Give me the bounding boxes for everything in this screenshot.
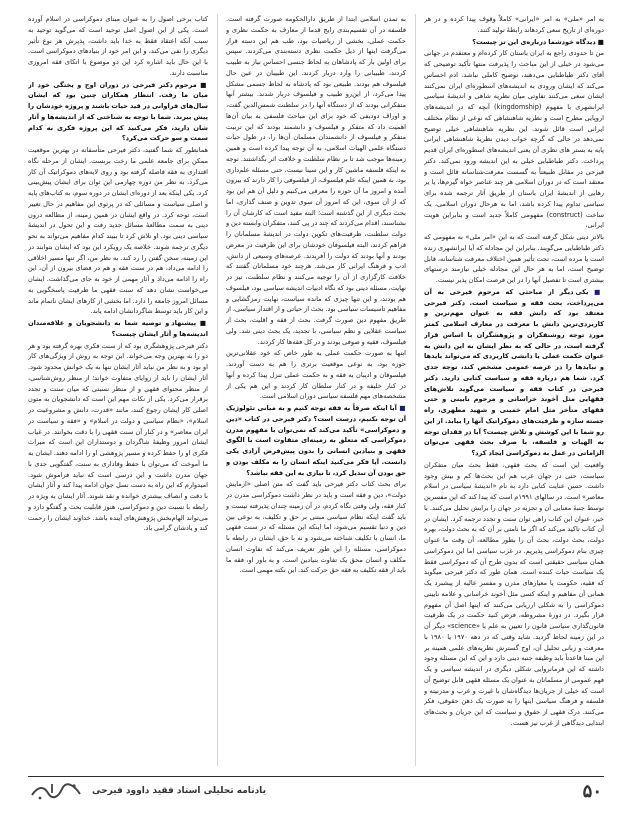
logo-mark [28, 780, 84, 802]
body-paragraph: واقعیت این است که بحث فقهی، فقط بحث میان متفکران سیاست، حتی در جهان عرب هم این بحث‌ها کم و بیش وجود داشت. حسن عنایت کتابی دارد به نام «اندیشۀ سیاسی در اسلام معاصر» است. در سالهای ۱۹۹۱م است که پیدا کند که این مفسرین توسط جنبۀ معنایی آن و تجزیه در جهان را برایش تحلیل می‌کنند. با خیر، عنوان این کتاب راهی توان سنت و تجدد ترجمه کرد. ایشان در آن کتاب تاکید می‌کند که اگر ما نامتی بر آن که به بحث دولت، بهره دولت، بحث دولت، بحث آن را بطور مطالعه، آن وقت ما عنوان چیزی بنام دموکراسی پذیریم. در غرب سیاسی اما این دموکراسی همان سیاسی حقیقتی است که بدون طرح آن که دموکراسی فقط یک سیاست حیات کننده است. همان طور که دکتر فیرحی میگوید که فقیه، حکومت یا معیارهای مدرن و مفسر عالیه از پیشبرد یک همانی آن مفاهیم و اینکه کسی مثل آخوند خراسانی و علامه نایینی دموکراسی را به شکلی ارزیابی می‌کنند که اینها اصل آن مفهوم قرار بگیرد. در دورۀ مشروطه، فرض کنید حکمت در یک ظرفیت قانون‌گذاری سیاسی قانون را تعیین به علم یا «science» دیگر آن در این زمینه لحاظ گردید. شاید وقتی که در دهه ۱۹۷۰ یا ۱۹۸۰ با معرفت و زبانی تحلیل آن، اوج گسترش نظریه‌های علمی همینه بر این مبنا قاعدتاً باید وظیفه جنبه دینی دارد و این که این مسئله وجود داشته که این فرمانروایی شکلی دیگری در اندیشه سیاسی و یک فهم عمومی از مسلمانان به عنوان یک مسئله فقهی قابل توضیح آن است که خیلی از جریان‌ها دیدگاه‌شان با غیرت و غرب و مدرنیته و فلسفه و فرهنگ سیاسی اینها را به صورت یک ذهن حقوقی، فکر می‌کنند. درک فقهی از حقوق و سیاست که این جریان و بحث‌های ابتدایی دیدگاهی از غرب نیز هست. [424, 460, 604, 727]
highlighted-question [424, 287, 604, 459]
square-bullet-icon: ■ [595, 37, 604, 46]
column-divider [217, 14, 218, 766]
square-bullet-icon: ■ [196, 80, 208, 89]
body-paragraph: کتاب برخی اصول را به عنوان مبنای دموکراسی در اسلام آورده است. یکی از این اصول اصل توحید است که می‌گوید توحید به سبب آنکه اعتقاد فقط به خدا باید داشت، پذیرش هر نوع تأثیر دیگری را نفی می‌کند، و این امر خود از بنیادهای دموکراسی است. با این حال باید اشاره کرد این دو موضوع با اتکای فقه امروزی مناسبت دارند. [28, 15, 208, 77]
paragraph-text: پیشنهاد و توصیه شما به دانشجویان و علاقه‌مندان اندیشه‌ها و آثار ایشان چیست؟ [28, 319, 208, 338]
column-right [424, 14, 604, 770]
square-bullet-icon: ■ [396, 404, 406, 412]
footer-title: یادنامه تحلیلی استاد فقید داوود فیرحی [92, 786, 266, 796]
column-divider [415, 14, 416, 766]
interview-question [28, 80, 208, 145]
page-footer [28, 776, 604, 805]
column-middle [226, 14, 406, 770]
interview-question [424, 37, 604, 48]
paragraph-text: دیدگاه خودشما درباره‌ی این تز چیست؟ [472, 37, 596, 46]
interview-question [28, 318, 208, 340]
body-paragraph: به امر «ملی» به امر «ایرانی» کاملاً وقوف پیدا کرده و در هر دوره‌ای از تاریخ سعی کردهاند رابطۀ تولید کنند. [424, 15, 604, 34]
body-paragraph: به تمدن اسلامی ابتدا از طریق دارالحکومه صورت گرفته است. فلسفه در آن تقسیم‌بندی رایج قدما از معارف به حکمت نظری و حکمت عملی، بخشی از ریاضیات بود، طب هم این دسته قرار می‌گرفت اینها از ذیل حکمت نظری دسته‌بندی می‌کردند. سپس برای اولین بار که پادشاهان به لحاظ جنسی احساس نیاز به طبیب کردند، طبیبانی را وارد دربار کردند. این طبیبان در عین حال فیلسوف هم بودند. طبیعی بود که پادشاه به لحاظ جسمی مشکل پیدا می‌کرد، از این‌رو طبیب و فیلسوف دربار شدند. بیشتر آنها متفکرانی بودند که از دستگاه آنها را در سلطنت شمس‌الدین گفت، و اوراف دودیفی که خود برای این مباحث فلسفی به بیان آن‌ها اهمیت داد که متفکر و فیلسوف و دانشمند بودند که این تربیت متفکر و فیلسوف از دانشمندان مسلمان آن‌ها را، در طول حیات دستگاه علمی الهیات اسلامی، به آن توجه پیدا کرده است و همین زمینه‌ها موجب شد تا بر نظام سلطنت و خلافت اثر بگذاشتند. توجه به اینکه فلسفه ماشین کار و این سینا نیست، حتی مسئله علم‌داری بود، به همین اینکه علم فیلسوف، از فیلسوفی را کار دارند که بیرون آمده و امروز ما آن حوزه را معرفی می‌کنیم و دلیل آن هم این بود که از آن سوی، این که امروز آن سوی تدوین و صنف گذاری، اما بحث دیگری از این گذشته است؛ البته مفید است که کارشان آن را بشناسند، اقدام می‌کردند که چند در پی کنند، متفکران وابسته دین و دولت سلطنت، ظرفیت‌های تکوین دولت در اندیشۀ مسلمانان را فراهم کردند، البته فیلسوفان خودشان برای این ظرفیت در معرض بودند و آنها بودند که دولت را آفریدند. عرصه‌های وسیعی از دانش، ادب و فرهنگ ایرانی کار می‌شد. هرچند خود مسلمانان گفتند که خلافت کارگزاری از آن را توجیه می‌کنند و نظام سلطنت، نیز در نهایت، مسئله دینی بود که نگاه ادبیات اندیشه سیاسی بود، فیلسوف هم بودند، و این تنها چیزی که مانده سیاست، نهایت رمزگشایی و مفاهیم تاسیسات سیاسی بود. بحث از حیاتی و از اقتدار سیاسی، از طریق مفهوم دین صورت گرفت. بحث از فقه و اقلیت، بحث از سیاست عقلایی و نظم سیاسی، با تجدید، یک بحث دینی شد. ولی فیلسوف، فقیه و صوفی بودند و در کل فقه‌ها کار کردند. [226, 15, 406, 346]
page-number: ۵۰ [582, 780, 602, 802]
paragraph-text: یکی دیگر از مباحثی که مرحوم فیرحی به آن می‌پرداخت، بحث فقه و سیاست است. دکتر فیرحی معتقد بود که دانش فقه به عنوان مهم‌ترین و کاربردی‌ترین دانش با معرفت در معارف اسلامی کمتر مورد توجه روشنفکران و پژوهشگران با اساس قرار گرفته است، در حالی که به نظر ایشان به این دانش به عنوان حکمت عملی یا دانشی کاربردی که می‌تواند بایدها و نبایدها را در عرصه عمومی مشخص کند، توجه جدی کرد. شما هم درباره فقه و سیاست کتابی دارید. دکتر فیرحی در کتاب فقه و سیاست می‌گوید تلاش‌های فقهایی مثل آخوند خراسانی و مرحوم نایینی و حتی فقهای متأخر مثل امام خمینی و شهید مطهری، راه جسته سازه و ظرفیت‌های دموکراتیک آنها را بیابد. از این رو شما با این کوشش و تلاش چیست؟ آیا در فقدان توجه به الهیات و فلسفه، با صرف بحث فقهی می‌توان الزاماتی در عمل به دموکراسی ایجاد کرد؟ [424, 287, 604, 457]
paragraph-text: آیا اینکه صرفاً به فقه توجه کنیم و به مبانی تئولوژیک آن توجه نکنیم، درست است؟ دکتر فیرحی در کتاب «دین و دموکراسی» تأکید می‌کند که نمی‌توان با مفهوم مدرن دموکراسی که متعلق به زمینه‌ای متفاوت است با الگوی فقهی و بنیادین انسانی را بدون پیش‌فرض آزادی یکی دانست. آیا فکر می‌کنید اینکه انسان را به مکلف بودن و حق بودن آن تبدیل کرد، تا نیازی به این فقه نباشد؟ [226, 404, 406, 477]
square-bullet-icon: ■ [588, 287, 604, 296]
square-bullet-icon: ■ [196, 319, 208, 327]
text-columns [28, 14, 604, 770]
magazine-logo [28, 780, 84, 802]
body-paragraph: من تا حدودی راجع به ایران باستان کار کرده‌ام و معتقدم در جهانی می‌شود در خیلی از این مباحث را پذیرفت منتها تأکید توضیحی که آقای دکتر طباطبایی می‌دهند، توضیح کاملی نباشد. ادم احساس می‌کند که ایشان ورودی به اندیشه‌های اسطوره‌ای ایران نمی‌کنند ایشان سعی می‌کنند تفاوتی میان نظریه شاهی و اندیشۀ سیاسی ایرانشهری با مفهوم (kingdomship) آنچه که در اندیشه‌های اروپایی مطرح است و نظریه شاهنشاهی که نوعی از نظام مختلف ایرانی است قائل شوند. این نظریه شاهنشاهی خیلی توضیح نمی‌دهد در حالی که گرچه خواب دیدن نظریۀ شاهنشاهی ایرانی پایه به بستر های نظری آن یعنی اندیشه‌های اسطوره‌ای ایران قدیم پرداخت. دکتر طباطبایی خیلی به این اندیشه ورود نمی‌کند. دکتر فیرحی در مقابل طبیعتاً به گسست معرفت‌شناسانه قائل است و معتقد است که در دوران اسلامی هر چند عناصر خواه گیرم‌ها، یا یر رهایی از اندیشۀ ایران باستان از طریق آثار ترجمه شده برای سیاسی تداوم پیدا کرده باشد، اما به هرحال دوران اسلامی، یک ساخت (construct) مفهومی کاملاً جدید است و بنابراین هویت ایرانی، [424, 49, 604, 230]
paragraph-text: مرحوم دکتر فیرحی در دوران اوج و یختگی خود از میان ما رفت. انتظار همکاران چنین بود که ایشان سال‌های فراوانی در قید حیات باشند و پروژه خودشان را پیش ببرند. شما با توجه به شناختی که از اندیشه‌ها و آثار شان دارید، فکر می‌کنید که این پروژه فکری به کدام سمت و سو حرکت می‌کرد؟ [28, 80, 208, 143]
highlighted-question [226, 403, 406, 478]
column-left [28, 14, 208, 770]
body-paragraph: بالاتر دینی شکل گرفته است که به این «امر ملی» به مفهومی که دکتر طباطبایی می‌گویند. بنابراین این مجادله که آیا ایرانشهری زنده است یا مرده است، تحت تأثیر همین اختلاف معرفت شناسانه، قابل توضیح است، اما به هر حال این مجادله خیلی نیازمند درستهای بیشتری است تا تفصیل آنها را در این فرصت امکان پذیر نیست. [424, 233, 604, 284]
body-paragraph: همانطور که شما گفتید، دکتر فیرحی متأسفانه در بهترین موقعیت ممکن برای جامعه علمی ما رخت بربست. ایشان از مرحله نگاه اقتداری به فقه فاصله گرفته بود و روی لایه‌های دموکراتیک آن کار می‌کرد. به نظر من دوره چهارمی این توان برای ایشان پیش‌بینی کرد. یکی اینکه بعد از دوره‌ای ایشان در دوره سوم، به کتاب‌های پایه و اصلی سیاست و مسائلی که در پرتوی این مفاهیم در حال تغییر است، توجه کرد. در واقع ایشان در همین زمینه، از مطالعه درون دینی به سمت مطالعۀ مسائل جدید رفت و این تحول در اندیشۀ سیاسی دینی بود. او تلاش کرد تا ببیند کدام مفاهیم می‌تواند به نحو دیگری ترجمه شوند. خلاصه یک رویکرد این بود که ایشان بتوانند در این زمینه، سخن گفتن را رد کند. به نظر من، اگر تنها مسیر اخلاقی را ادامه می‌داد، هم در سنت فقه و هم در فضای بیرون از آن، این راه را ادامه می‌داد و آثار مهمی از خود به جای می‌گذاشت. ایشان می‌خواست نشان دهد که سنت فقهی ما ظرفیت پاسخگویی به مسائل امروز جامعه را دارد. اما بخشی از کارهای ایشان ناتمام ماند و این کار باید توسط شاگردانشان ادامه یابد. [28, 146, 208, 316]
body-paragraph: اینها به صورت حکمت عملی به طور خاص که خود عقلانی‌ترین حوزه بود، به نوعی موقعیت برتری را هم به دست آوردند. فیلسوفان و ادیبان به فقه و به حکمت عملی تنزل پیدا کرده و آنها در کنار خلیفه و در کنار سلطان کار کردند و این هم یکی از مشخصه‌های مهم فلسفه سیاسی دوران اسلامی است. [226, 349, 406, 401]
body-paragraph: برای بحث کتاب دکتر فیرحی باید گفت که متن اصلی «ازمایش دولت»، دین و فقه است و باید در نظر داشت دموکراسی مدرن در کنار فقه، ولی وقتی نگاه کردم، در آن زمینه چندان پذیرفته نیست و باید گفت اینکه نظام سیاسی مبتنی بر حق و تکلیف، به نوعی بین دین و دنیا تقسیم می‌شود، اما اینکه این مسئله که در سنت فقهی ما، انسان با تکلیف شناخته می‌شود و نه با حق، ایشان در رابطه با دموکراسی، مسئله را این طور تعریف می‌کند که تفاوت انسان مکلف و انسان محق یک تفاوت بنیادین است. و به باور او، فقه ما باید از فقه تکلیف به فقه حق حرکت کند. این نکته مهمی است. [226, 480, 406, 575]
body-paragraph: دکتر فیرحی پژوهشگری بود که از سنت فکری بهره گرفته بود و هر دو را به بهترین وجه می‌خواند. این توجه به روش از ویژگی‌های کار او بود و به نظر من نباید آثار ایشان تنها به یک خوانش محدود شود. آثار ایشان را باید از زوایای متفاوت خواند؛ از منظر روش‌شناسی، از منظر محتوای فقهی و از منظر نسبتی که میان سنت و تجدد برقرار می‌کرد. یکی از نکات مهم این است که دانشجویان به متون اصلی کار ایشان رجوع کنند، مانند «قدرت، دانش و مشروعیت در اسلام»، «نظام سیاسی و دولت در اسلام» و «فقه و سیاست در ایران معاصر» و در کنار آن سنت فقهی را با دقت بخوانند. در غیاب ایشان امروز وظیفۀ شاگردان و دوستداران این است که میراث فکری او را حفظ کرده و مسیر پژوهشی او را ادامه دهند. ایشان به ما آموخت که می‌توان با حفظ وفاداری به سنت، گفتگویی جدی با جهان مدرن داشت و این درسی است که نباید فراموش شود. امیدوارم که این راه به دست نسل جوان ادامه پیدا کند و آثار ایشان با دقت و انصاف بیشتری خوانده و نقد شوند. آثار ایشان به ویژه در رابطه با نسبت دین و دموکراسی، هنوز قابلیت بحث و گفتگو دارد و می‌تواند الهام‌بخش پژوهش‌های آینده باشد. خداوند ایشان را رحمت کند و یادشان گرامی باد. [28, 341, 208, 533]
